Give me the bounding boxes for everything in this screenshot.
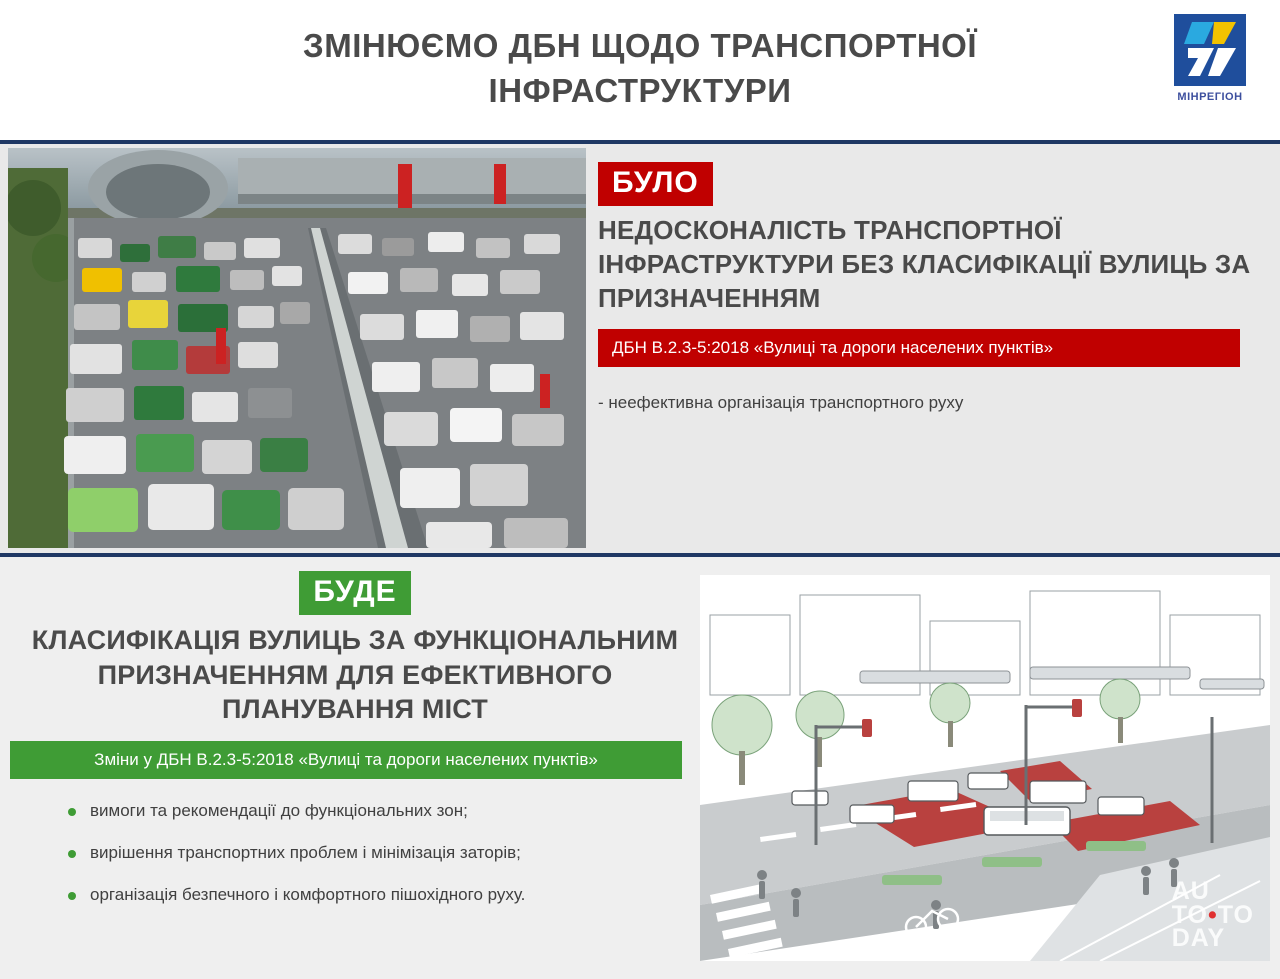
badge-before: БУЛО <box>598 162 713 206</box>
bullet-dot-icon <box>68 808 76 816</box>
list-item <box>68 801 700 821</box>
watermark-line-3: DAY <box>1171 924 1226 953</box>
logo-caption: МІНРЕГІОН <box>1177 91 1243 103</box>
before-content <box>598 162 1268 413</box>
watermark-line-2-a: TO <box>1171 900 1208 929</box>
section-after <box>0 557 1280 979</box>
page-title: ЗМІНЮЄМО ДБН ЩОДО ТРАНСПОРТНОЇ ІНФРАСТРУКТУРИ <box>303 27 977 109</box>
logo-mark-icon <box>1174 14 1246 86</box>
section-before <box>0 144 1280 553</box>
before-heading: НЕДОСКОНАЛІСТЬ ТРАНСПОРТНОЇ ІНФРАСТРУКТУРИ БЕЗ КЛАСИФІКАЦІЇ ВУЛИЦЬ ЗА ПРИЗНАЧЕННЯМ <box>598 215 1251 313</box>
street-redesign-rendering <box>700 575 1270 961</box>
before-bullet: - неефективна організація транспортного руху <box>598 393 964 413</box>
list-item <box>68 885 700 905</box>
bullet-dot-icon <box>68 850 76 858</box>
ministry-logo <box>1164 14 1256 126</box>
after-content <box>10 571 700 927</box>
after-document-bar: Зміни у ДБН В.2.3-5:2018 «Вулиці та дороги населених пунктів» <box>10 741 682 779</box>
watermark <box>1171 876 1254 953</box>
list-item <box>68 843 700 863</box>
slide-header <box>0 0 1280 140</box>
after-bullet-list <box>10 801 700 905</box>
before-document-bar: ДБН В.2.3-5:2018 «Вулиці та дороги населених пунктів» <box>598 329 1240 367</box>
watermark-line-1: AU <box>1171 876 1210 905</box>
watermark-dot: • <box>1207 900 1218 929</box>
list-item-label: організація безпечного і комфортного пішохідного руху. <box>90 884 526 904</box>
after-heading: КЛАСИФІКАЦІЯ ВУЛИЦЬ ЗА ФУНКЦІОНАЛЬНИМ ПРИЗНАЧЕННЯМ ДЛЯ ЕФЕКТИВНОГО ПЛАНУВАННЯ МІСТ <box>31 625 679 725</box>
list-item-label: вирішення транспортних проблем і мінімізація заторів; <box>90 842 521 862</box>
badge-after: БУДЕ <box>299 571 410 615</box>
traffic-jam-photo <box>8 148 586 548</box>
bullet-dot-icon <box>68 892 76 900</box>
list-item-label: вимоги та рекомендації до функціональних зон; <box>90 800 468 820</box>
watermark-line-2-b: TO <box>1217 900 1254 929</box>
